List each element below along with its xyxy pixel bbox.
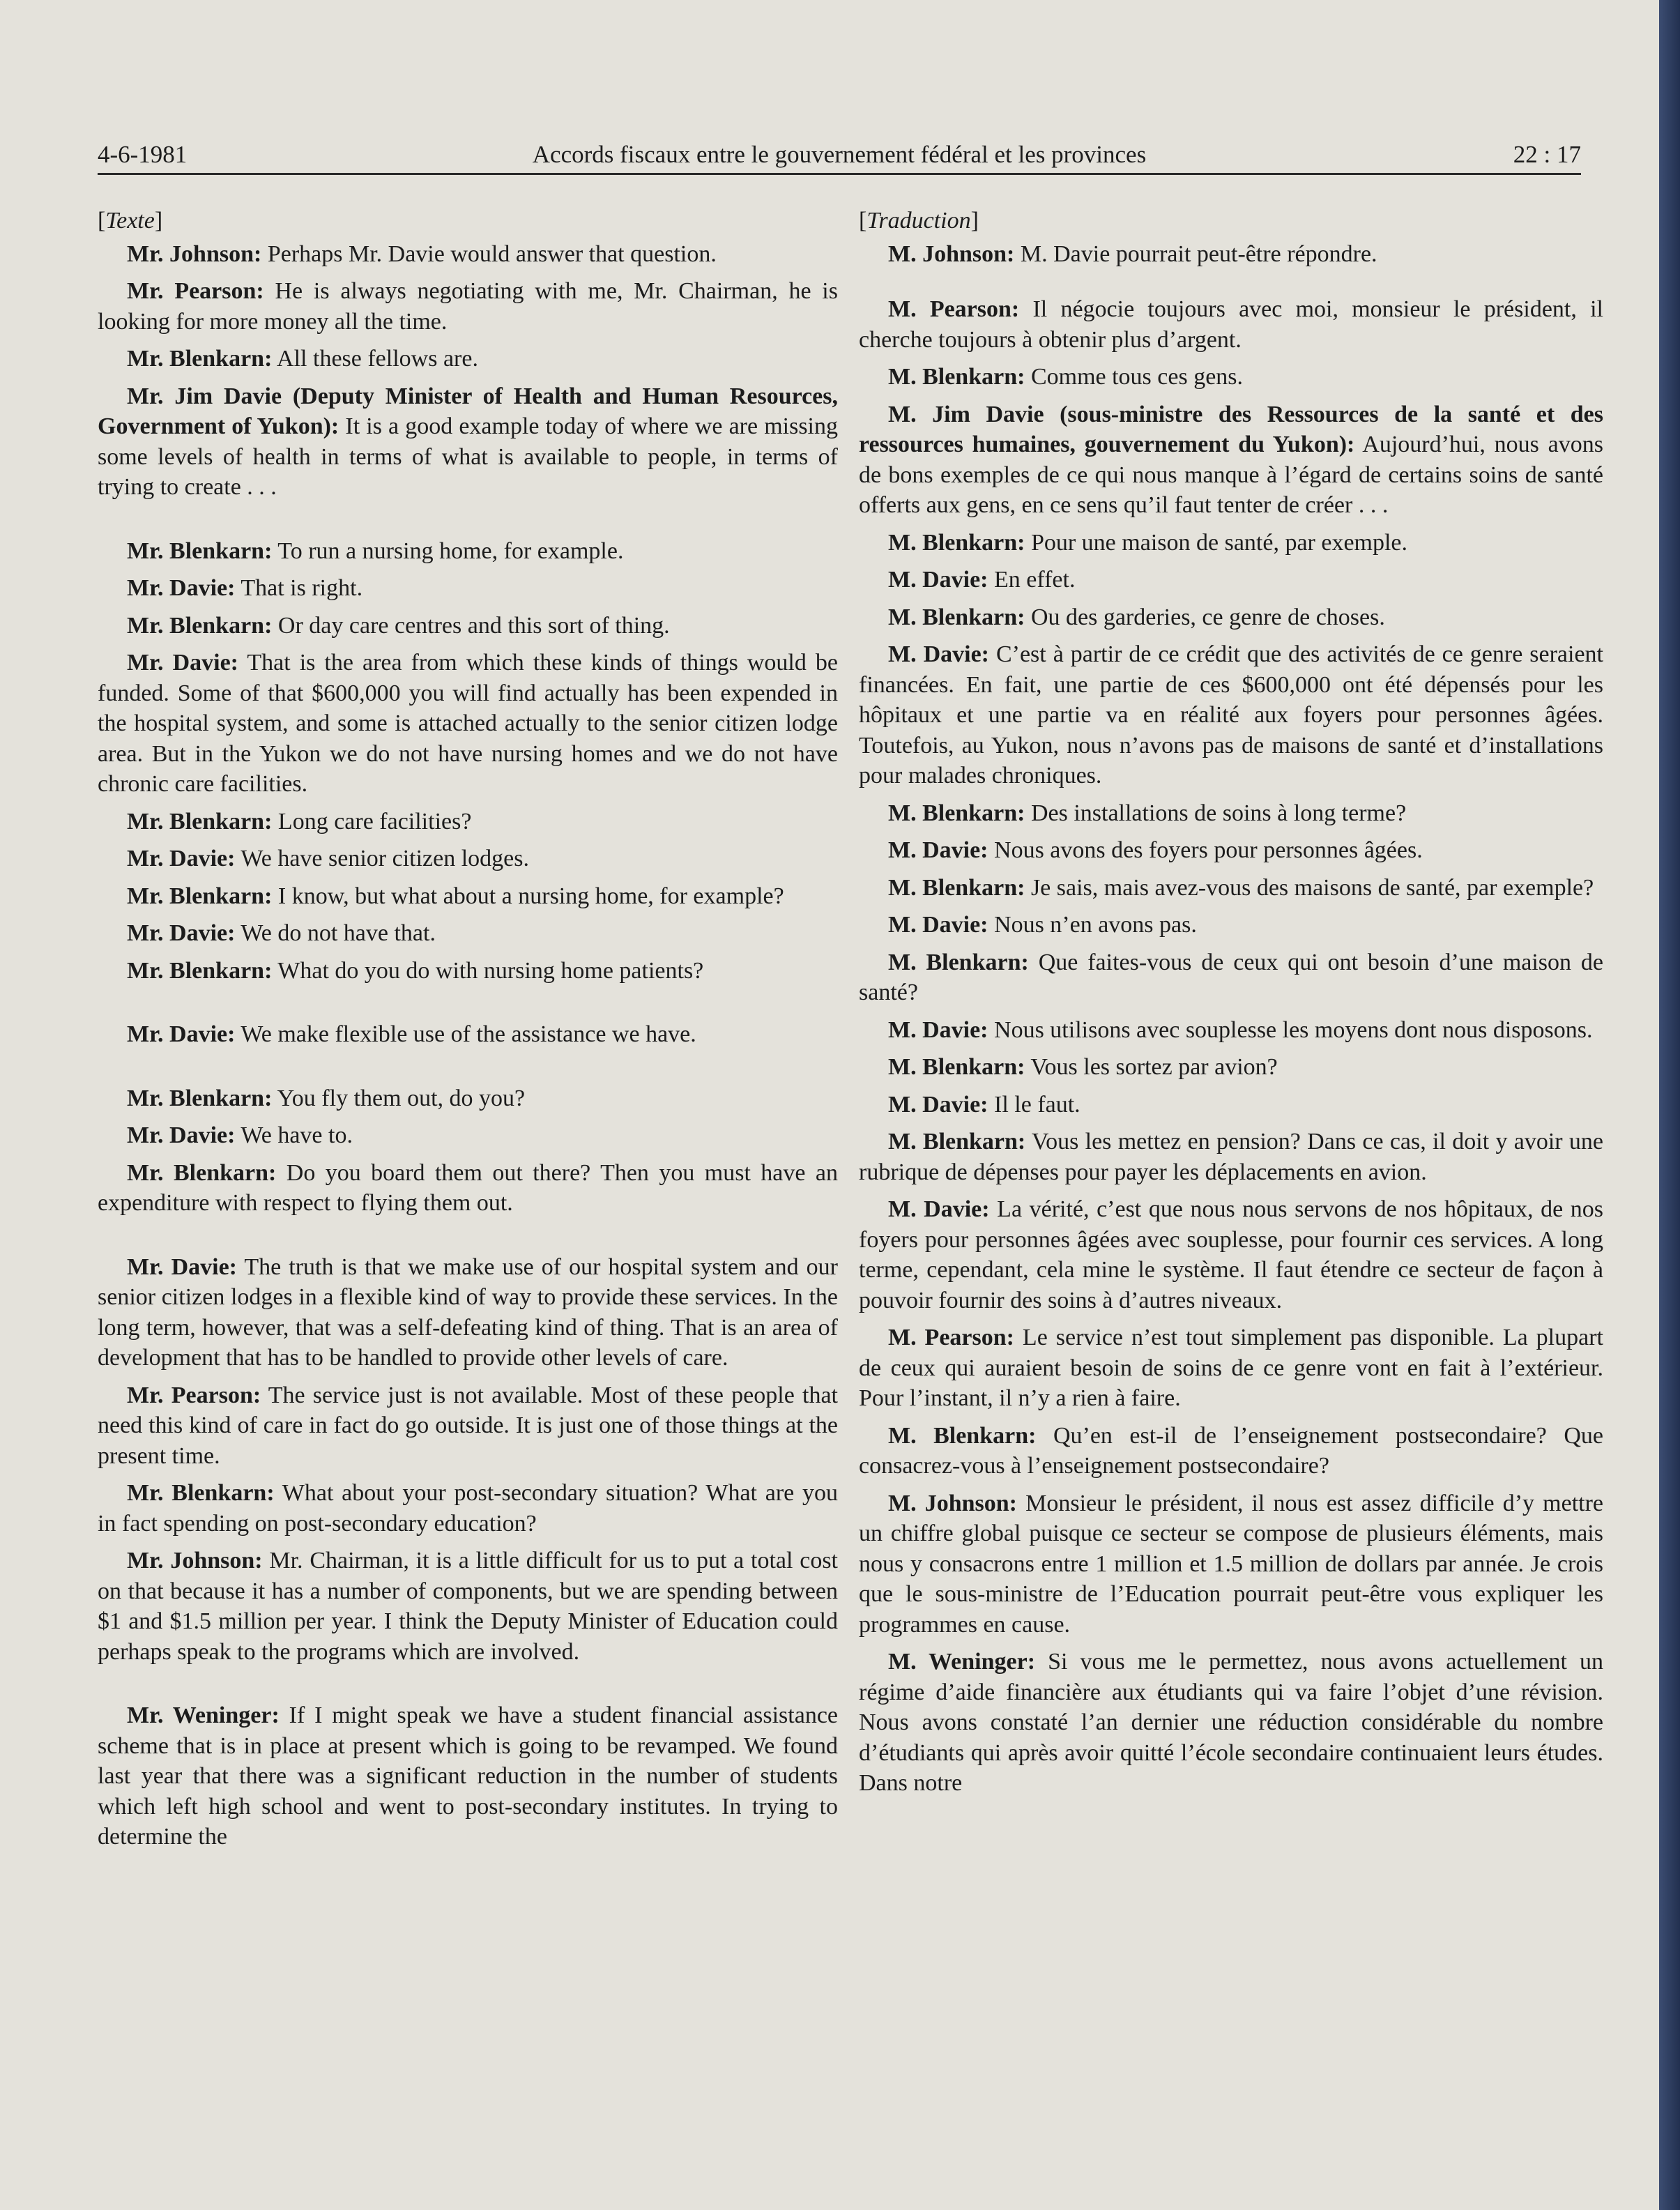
- speaker: Mr. Johnson:: [127, 1548, 263, 1573]
- speech: That is the area from which these kinds of things would be funded. Some of that $600,000 you will find actually has been expended in the hospital system, and some is attached actually to the senior citizen lodge area. But in the Yukon we do not have nursing homes and we do not have chronic care facilities.: [98, 650, 838, 797]
- binding-edge: [1659, 0, 1680, 2210]
- paragraph: [98, 648, 838, 800]
- speaker: M. Davie:: [888, 641, 989, 667]
- paragraph: [859, 362, 1603, 393]
- speaker: M. Johnson:: [888, 241, 1015, 267]
- speaker: M. Blenkarn:: [888, 604, 1025, 630]
- header-date: 4-6-1981: [98, 141, 188, 168]
- speech: C’est à partir de ce crédit que des activités de ce genre seraient financées. En fait, une partie de ces $600,000 ont été dépensés pour les hôpitaux et une partie va en réalité aux foyers pour personnes âgées. Toutefois, au Yukon, nous n’avons pas de maisons de santé et d’installations pour malades chroniques.: [859, 641, 1603, 788]
- speech: We do not have that.: [235, 920, 436, 946]
- speaker: Mr. Weninger:: [127, 1702, 280, 1728]
- paragraph: [98, 611, 838, 641]
- speech: It is a good example today of where we are missing some levels of health in terms of what is available to people, in terms of trying to create . . .: [98, 413, 838, 500]
- speaker: Mr. Jim Davie (Deputy Minister of Health and Human Resources, Government of Yukon):: [98, 383, 838, 439]
- speaker: M. Pearson:: [888, 1325, 1014, 1350]
- speaker: Mr. Davie:: [127, 1021, 236, 1047]
- speech: Je sais, mais avez-vous des maisons de santé, par exemple?: [1025, 874, 1594, 901]
- speaker: Mr. Pearson:: [127, 1382, 261, 1408]
- paragraph: [98, 844, 838, 874]
- speaker: M. Blenkarn:: [888, 1054, 1025, 1080]
- speaker: M. Blenkarn:: [888, 1422, 1037, 1449]
- paragraph: [98, 956, 838, 986]
- speaker: M. Davie:: [888, 837, 988, 863]
- speech: Nous n’en avons pas.: [988, 912, 1197, 938]
- speech: If I might speak we have a student financial assistance scheme that is in place at present which is going to be revamped. We found last year that there was a significant reduction in the number of students which left high school and went to post-secondary institutes. In trying to determine the: [98, 1702, 838, 1850]
- paragraph: [98, 1700, 838, 1852]
- speech: Si vous me le permettez, nous avons actuellement un régime d’aide financière aux étudiants qui va faire l’objet d’une révision. Nous avons constaté l’an dernier une réduction considérable du nombre d’étudiants qui après avoir quitté l’école secondaire continuaient leurs études. Dans notre: [859, 1649, 1603, 1796]
- speaker: Mr. Pearson:: [127, 278, 264, 304]
- paragraph: [98, 1158, 838, 1219]
- paragraph: [98, 1120, 838, 1151]
- paragraph: [859, 1090, 1603, 1120]
- paragraph: [98, 807, 838, 837]
- paragraph: [859, 565, 1603, 595]
- speech: What about your post-secondary situation? What are you in fact spending on post-secondary education?: [98, 1480, 838, 1537]
- speech: Long care facilities?: [272, 808, 472, 835]
- speaker: M. Blenkarn:: [888, 529, 1025, 556]
- speech: Vous les sortez par avion?: [1025, 1054, 1278, 1080]
- paragraph: [98, 1083, 838, 1114]
- speaker: Mr. Blenkarn:: [127, 957, 273, 984]
- paragraph: [859, 399, 1603, 521]
- speaker: M. Blenkarn:: [888, 364, 1025, 390]
- speech: Vous les mettez en pension? Dans ce cas, il doit y avoir une rubrique de dépenses pour payer les déplacements en avion.: [859, 1129, 1603, 1185]
- paragraph: [859, 602, 1603, 633]
- paragraph: [859, 1127, 1603, 1187]
- speech: Qu’en est-il de l’enseignement postsecondaire? Que consacrez-vous à l’enseignement postsecondaire?: [859, 1422, 1603, 1479]
- speaker: M. Blenkarn:: [888, 874, 1025, 901]
- speaker: M. Blenkarn:: [888, 800, 1025, 826]
- speaker: Mr. Blenkarn:: [127, 1085, 273, 1111]
- paragraph: [859, 1052, 1603, 1083]
- french-label: [Traduction]: [859, 208, 979, 234]
- header-page-number: 22 : 17: [1513, 141, 1581, 168]
- speaker: M. Davie:: [888, 1196, 990, 1222]
- speaker: Mr. Davie:: [127, 650, 238, 676]
- speaker: Mr. Blenkarn:: [127, 538, 273, 564]
- paragraph: [859, 639, 1603, 791]
- speaker: M. Blenkarn:: [888, 949, 1029, 975]
- speech: Comme tous ces gens.: [1025, 364, 1244, 390]
- speech: You fly them out, do you?: [272, 1085, 526, 1111]
- speech: The service just is not available. Most of these people that need this kind of care in fact do go outside. It is just one of those things at the present time.: [98, 1382, 838, 1469]
- speech: Le service n’est tout simplement pas disponible. La plupart de ceux qui auraient besoin de soins de ce genre vont en fait à l’extérieur. Pour l’instant, il n’y a rien à faire.: [859, 1325, 1603, 1411]
- speech: En effet.: [988, 567, 1076, 593]
- speaker: Mr. Blenkarn:: [127, 612, 273, 639]
- speech: Nous utilisons avec souplesse les moyens dont nous disposons.: [988, 1016, 1593, 1043]
- paragraph: [98, 536, 838, 567]
- speaker: Mr. Davie:: [127, 1253, 237, 1280]
- paragraph: [859, 239, 1603, 270]
- speech: Or day care centres and this sort of thing.: [272, 612, 670, 639]
- paragraph: [98, 1546, 838, 1667]
- speaker: M. Jim Davie (sous-ministre des Ressources de la santé et des ressources humaines, gouvernement du Yukon):: [859, 401, 1603, 457]
- paragraph: [859, 1323, 1603, 1414]
- speech: Pour une maison de santé, par exemple.: [1025, 529, 1408, 556]
- paragraph: [859, 947, 1603, 1008]
- paragraph: [98, 573, 838, 604]
- speaker: Mr. Blenkarn:: [127, 346, 273, 372]
- paragraph: [98, 1380, 838, 1472]
- paragraph: [98, 1252, 838, 1373]
- paragraph: [98, 381, 838, 503]
- speech: Monsieur le président, il nous est assez difficile d’y mettre un chiffre global puisque ce secteur se compose de plusieurs éléments, mais nous y consacrons entre 1 million et 1.5 million de dollars par année. Je crois que le sous-ministre de l’Education pourrait peut-être vous expliquer les programmes en cause.: [859, 1490, 1603, 1638]
- speech: What do you do with nursing home patients?: [272, 957, 704, 984]
- paragraph: [98, 881, 838, 912]
- speech: He is always negotiating with me, Mr. Chairman, he is looking for more money all the time.: [98, 278, 838, 335]
- speech: We make flexible use of the assistance we have.: [235, 1021, 696, 1047]
- paragraph: [859, 1421, 1603, 1481]
- speech: M. Davie pourrait peut-être répondre.: [1014, 241, 1377, 267]
- paragraph: [98, 918, 838, 949]
- speaker: M. Johnson:: [888, 1490, 1017, 1516]
- paragraph: [859, 294, 1603, 355]
- speech: Aujourd’hui, nous avons de bons exemples de ce qui nous manque à l’égard de certains soins de santé offerts aux gens, en ce sens qu’il faut tenter de créer . . .: [859, 432, 1603, 518]
- speech: Des installations de soins à long terme?: [1025, 800, 1407, 826]
- speech: That is right.: [235, 575, 363, 601]
- speaker: M. Davie:: [888, 912, 988, 938]
- speech: Que faites-vous de ceux qui ont besoin d’une maison de santé?: [859, 949, 1603, 1005]
- speaker: M. Weninger:: [888, 1649, 1036, 1675]
- speaker: M. Blenkarn:: [888, 1129, 1026, 1154]
- speech: We have to.: [235, 1122, 353, 1148]
- speech: Nous avons des foyers pour personnes âgées.: [988, 837, 1423, 863]
- speaker: M. Davie:: [888, 1016, 988, 1043]
- paragraph: [859, 873, 1603, 904]
- speaker: Mr. Blenkarn:: [127, 1480, 275, 1506]
- paragraph: [98, 276, 838, 337]
- paragraph: [98, 239, 838, 270]
- speaker: Mr. Davie:: [127, 575, 236, 601]
- french-column: [859, 206, 1603, 1806]
- speaker: Mr. Davie:: [127, 920, 236, 946]
- speaker: M. Davie:: [888, 567, 988, 593]
- paragraph: [859, 528, 1603, 558]
- paragraph: [98, 344, 838, 374]
- english-column: [98, 206, 838, 1859]
- paragraph: [859, 910, 1603, 940]
- speech: We have senior citizen lodges.: [235, 846, 529, 871]
- speaker: Mr. Blenkarn:: [127, 1159, 277, 1186]
- speaker: M. Davie:: [888, 1091, 988, 1118]
- paragraph: [859, 1647, 1603, 1799]
- header-title: Accords fiscaux entre le gouvernement fédéral et les provinces: [532, 141, 1147, 168]
- speech: Perhaps Mr. Davie would answer that question.: [261, 241, 717, 267]
- speech: La vérité, c’est que nous nous servons de nos hôpitaux, de nos foyers pour personnes âgées avec souplesse, pour fournir ces services. A long terme, cependant, cela mine le système. Il faut étendre ce secteur de façon à pouvoir fournir des soins à d’autres niveaux.: [859, 1196, 1603, 1313]
- speech: Il négocie toujours avec moi, monsieur le président, il cherche toujours à obtenir plus d’argent.: [859, 296, 1603, 353]
- speech: Ou des garderies, ce genre de choses.: [1025, 604, 1385, 630]
- speech: Il le faut.: [988, 1091, 1080, 1118]
- speech: I know, but what about a nursing home, for example?: [272, 883, 784, 909]
- speaker: Mr. Blenkarn:: [127, 808, 273, 835]
- speaker: Mr. Davie:: [127, 846, 236, 871]
- paragraph: [859, 1015, 1603, 1046]
- speaker: Mr. Blenkarn:: [127, 883, 273, 909]
- paragraph: [98, 1478, 838, 1539]
- page-header: [98, 131, 1581, 175]
- paragraph: [859, 835, 1603, 866]
- paragraph: [859, 798, 1603, 829]
- speech: To run a nursing home, for example.: [272, 538, 624, 564]
- speaker: Mr. Johnson:: [127, 241, 262, 267]
- speaker: Mr. Davie:: [127, 1122, 236, 1148]
- paragraph: [859, 1194, 1603, 1316]
- speech: Mr. Chairman, it is a little difficult for us to put a total cost on that because it has a number of components, but we are spending between $1 and $1.5 million per year. I think the Deputy Minister of Education could perhaps speak to the programs which are involved.: [98, 1548, 838, 1665]
- speaker: M. Pearson:: [888, 296, 1020, 322]
- paragraph: [859, 1488, 1603, 1640]
- paragraph: [98, 1019, 838, 1050]
- english-label: [Texte]: [98, 208, 163, 234]
- speech: All these fellows are.: [272, 346, 478, 372]
- speech: Do you board them out there? Then you must have an expenditure with respect to flying them out.: [98, 1159, 838, 1216]
- speech: The truth is that we make use of our hospital system and our senior citizen lodges in a flexible kind of way to provide these services. In the long term, however, that was a self-defeating kind of thing. That is an area of development that has to be handled to provide other levels of care.: [98, 1253, 838, 1371]
